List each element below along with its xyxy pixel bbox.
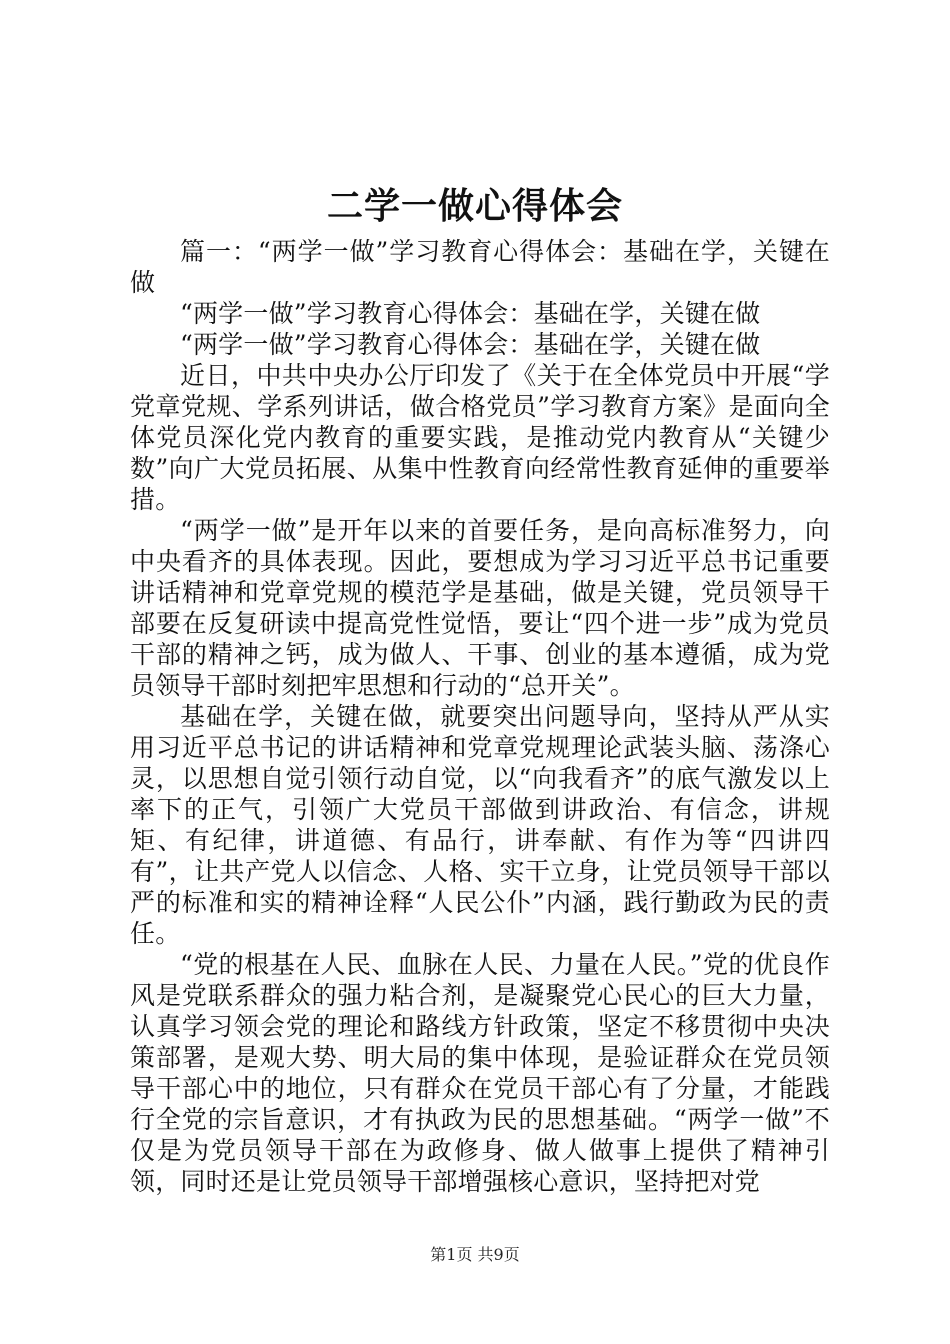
document-title: 二学一做心得体会 <box>326 186 623 227</box>
paragraph: “两学一做”学习教育心得体会：基础在学，关键在做 <box>180 330 761 359</box>
paragraph: 篇一：“两学一做”学习教育心得体会：基础在学，关键在做 <box>130 237 830 297</box>
document-body <box>130 236 830 1197</box>
paragraph: 近日，中共中央办公厅印发了《关于在全体党员中开展“学党章党规、学系列讲话，做合格党员”学习教育方案》是面向全体党员深化党内教育的重要实践，是推动党内教育从“关键少数”向广大党员拓展、从集中性教育向经常性教育延伸的重要举措。 <box>130 361 830 514</box>
paragraph: “两学一做”是开年以来的首要任务，是向高标准努力，向中央看齐的具体表现。因此，要想成为学习习近平总书记重要讲话精神和党章党规的模范学是基础，做是关键，党员领导干部要在反复研读中提高党性觉悟，要让“四个进一步”成为党员干部的精神之钙，成为做人、干事、创业的基本遵循，成为党员领导干部时刻把牢思想和行动的“总开关”。 <box>130 516 830 700</box>
paragraph: “两学一做”学习教育心得体会：基础在学，关键在做 <box>180 299 761 328</box>
paragraph: 基础在学，关键在做，就要突出问题导向，坚持从严从实用习近平总书记的讲话精神和党章党规理论武装头脑、荡涤心灵，以思想自觉引领行动自觉，以“向我看齐”的底气激发以上率下的正气，引领广大党员干部做到讲政治、有信念，讲规矩、有纪律，讲道德、有品行，讲奉献、有作为等“四讲四有”，让共产党人以信念、人格、实干立身，让党员领导干部以严的标准和实的精神诠释“人民公仆”内涵，践行勤政为民的责任。 <box>130 702 830 948</box>
page-number-footer: 第1页 共9页 <box>430 1245 520 1264</box>
paragraph: “党的根基在人民、血脉在人民、力量在人民。”党的优良作风是党联系群众的强力粘合剂，是凝聚党心民心的巨大力量，认真学习领会党的理论和路线方针政策，坚定不移贯彻中央决策部署，是观大势、明大局的集中体现，是验证群众在党员领导干部心中的地位，只有群众在党员干部心有了分量，才能践行全党的宗旨意识，才有执政为民的思想基础。“两学一做”不仅是为党员领导干部在为政修身、做人做事上提供了精神引领，同时还是让党员领导干部增强核心意识，坚持把对党 <box>130 950 830 1196</box>
